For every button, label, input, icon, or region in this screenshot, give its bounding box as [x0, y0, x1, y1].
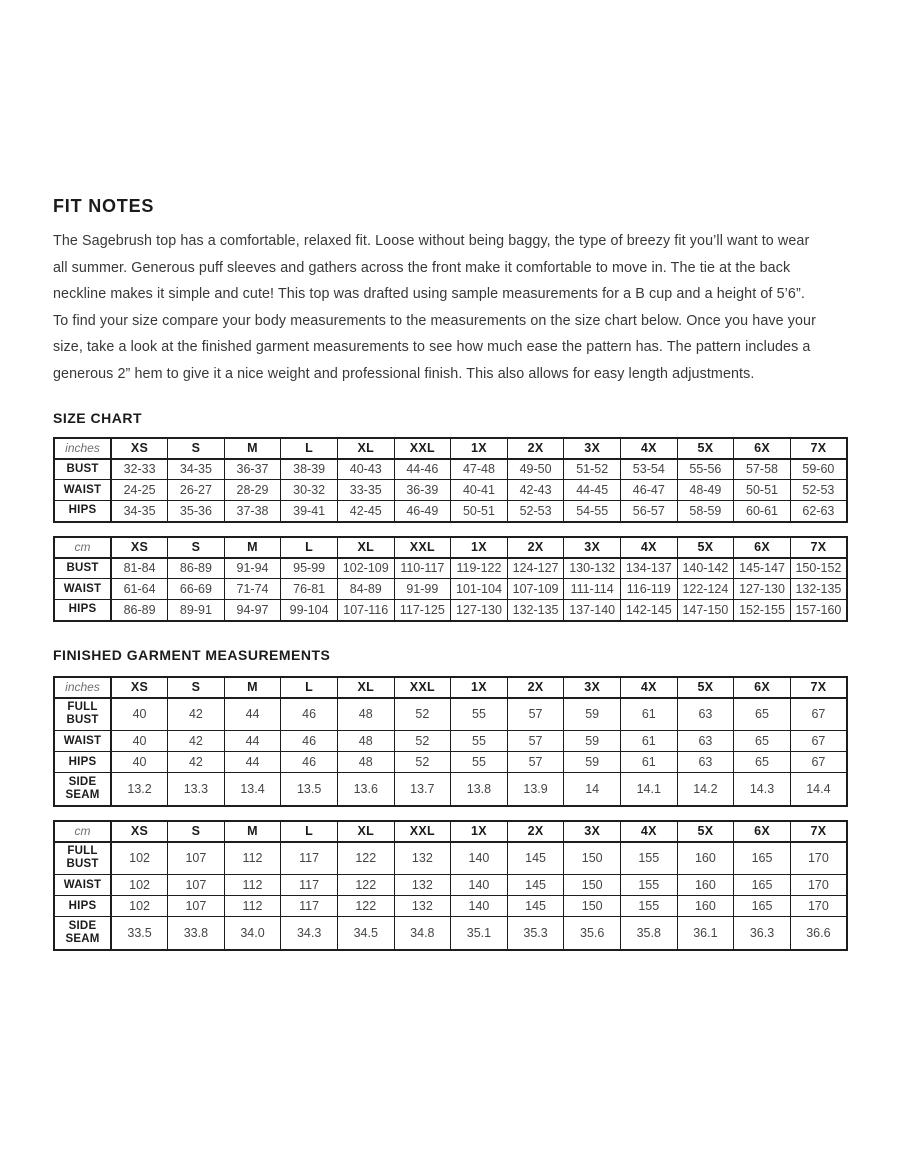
measurement-cell: 86-89: [168, 558, 225, 579]
measurement-cell: 57-58: [734, 459, 791, 480]
size-column-header: XXL: [394, 438, 451, 459]
measurement-cell: 165: [734, 896, 791, 917]
row-label: FULL BUST: [54, 842, 111, 875]
size-column-header: XS: [111, 821, 168, 842]
table-row: [54, 917, 847, 950]
measurement-cell: 140: [451, 842, 508, 875]
size-chart-inches-header-row: [54, 438, 847, 459]
measurement-cell: 132: [394, 875, 451, 896]
measurement-cell: 60-61: [734, 501, 791, 522]
measurement-cell: 33.8: [168, 917, 225, 950]
table-row: [54, 459, 847, 480]
measurement-cell: 58-59: [677, 501, 734, 522]
measurement-cell: 107: [168, 875, 225, 896]
size-column-header: 1X: [451, 537, 508, 558]
size-column-header: XS: [111, 438, 168, 459]
measurement-cell: 91-99: [394, 579, 451, 600]
measurement-cell: 13.3: [168, 773, 225, 806]
measurement-cell: 65: [734, 698, 791, 731]
measurement-cell: 13.7: [394, 773, 451, 806]
unit-label: cm: [54, 821, 111, 842]
measurement-cell: 42: [168, 752, 225, 773]
measurement-cell: 117: [281, 896, 338, 917]
row-label: HIPS: [54, 752, 111, 773]
row-label: WAIST: [54, 480, 111, 501]
measurement-cell: 40-41: [451, 480, 508, 501]
size-column-header: 1X: [451, 438, 508, 459]
size-column-header: 4X: [620, 677, 677, 698]
measurement-cell: 36-39: [394, 480, 451, 501]
measurement-cell: 44: [224, 698, 281, 731]
size-column-header: 6X: [734, 821, 791, 842]
measurement-cell: 14.4: [790, 773, 847, 806]
measurement-cell: 145-147: [734, 558, 791, 579]
measurement-cell: 102-109: [337, 558, 394, 579]
measurement-cell: 61: [620, 698, 677, 731]
finished-garment-cm-header-row: [54, 821, 847, 842]
row-label: HIPS: [54, 896, 111, 917]
measurement-cell: 81-84: [111, 558, 168, 579]
measurement-cell: 46: [281, 698, 338, 731]
measurement-cell: 76-81: [281, 579, 338, 600]
measurement-cell: 48: [337, 731, 394, 752]
table-row: [54, 501, 847, 522]
table-row: [54, 773, 847, 806]
row-label: WAIST: [54, 731, 111, 752]
paragraph-line: generous 2” hem to give it a nice weight and professional finish. This also allows for easy length adjustments.: [53, 365, 755, 382]
measurement-cell: 44: [224, 731, 281, 752]
measurement-cell: 111-114: [564, 579, 621, 600]
measurement-cell: 51-52: [564, 459, 621, 480]
measurement-cell: 42-45: [337, 501, 394, 522]
measurement-cell: 160: [677, 842, 734, 875]
measurement-cell: 62-63: [790, 501, 847, 522]
size-column-header: 1X: [451, 677, 508, 698]
size-column-header: L: [281, 438, 338, 459]
finished-garment-heading: FINISHED GARMENT MEASUREMENTS: [53, 646, 331, 663]
finished-garment-table-cm: [53, 820, 848, 951]
measurement-cell: 59: [564, 731, 621, 752]
measurement-cell: 13.4: [224, 773, 281, 806]
measurement-cell: 46-47: [620, 480, 677, 501]
size-column-header: 3X: [564, 537, 621, 558]
measurement-cell: 63: [677, 698, 734, 731]
measurement-cell: 52-53: [790, 480, 847, 501]
measurement-cell: 57: [507, 731, 564, 752]
measurement-cell: 160: [677, 875, 734, 896]
measurement-cell: 107-109: [507, 579, 564, 600]
measurement-cell: 155: [620, 875, 677, 896]
measurement-cell: 40-43: [337, 459, 394, 480]
measurement-cell: 24-25: [111, 480, 168, 501]
measurement-cell: 117-125: [394, 600, 451, 621]
measurement-cell: 40: [111, 731, 168, 752]
measurement-cell: 132: [394, 896, 451, 917]
size-column-header: M: [224, 821, 281, 842]
measurement-cell: 140: [451, 875, 508, 896]
measurement-cell: 50-51: [451, 501, 508, 522]
size-column-header: 7X: [790, 821, 847, 842]
size-column-header: XL: [337, 677, 394, 698]
measurement-cell: 42: [168, 698, 225, 731]
measurement-cell: 61: [620, 752, 677, 773]
measurement-cell: 59: [564, 752, 621, 773]
measurement-cell: 46: [281, 731, 338, 752]
row-label: HIPS: [54, 600, 111, 621]
measurement-cell: 86-89: [111, 600, 168, 621]
measurement-cell: 34.0: [224, 917, 281, 950]
measurement-cell: 150: [564, 842, 621, 875]
row-label: WAIST: [54, 875, 111, 896]
finished-garment-inches-header-row: [54, 677, 847, 698]
paragraph-line: all summer. Generous puff sleeves and gathers across the front make it comfortable to move in. The tie at the back: [53, 259, 791, 276]
table-row: [54, 698, 847, 731]
measurement-cell: 145: [507, 875, 564, 896]
size-column-header: XL: [337, 438, 394, 459]
size-column-header: 2X: [507, 537, 564, 558]
size-chart-table-inches: [53, 437, 848, 523]
measurement-cell: 170: [790, 842, 847, 875]
fit-notes-paragraph: [53, 228, 848, 388]
measurement-cell: 140-142: [677, 558, 734, 579]
size-column-header: M: [224, 537, 281, 558]
row-label: FULL BUST: [54, 698, 111, 731]
measurement-cell: 132-135: [790, 579, 847, 600]
measurement-cell: 145: [507, 896, 564, 917]
size-column-header: 7X: [790, 438, 847, 459]
measurement-cell: 91-94: [224, 558, 281, 579]
measurement-cell: 54-55: [564, 501, 621, 522]
measurement-cell: 65: [734, 731, 791, 752]
measurement-cell: 14.1: [620, 773, 677, 806]
size-column-header: S: [168, 438, 225, 459]
measurement-cell: 67: [790, 731, 847, 752]
size-column-header: 2X: [507, 821, 564, 842]
measurement-cell: 165: [734, 842, 791, 875]
size-column-header: S: [168, 821, 225, 842]
measurement-cell: 155: [620, 842, 677, 875]
measurement-cell: 130-132: [564, 558, 621, 579]
measurement-cell: 127-130: [734, 579, 791, 600]
measurement-cell: 42: [168, 731, 225, 752]
measurement-cell: 63: [677, 752, 734, 773]
measurement-cell: 44: [224, 752, 281, 773]
measurement-cell: 30-32: [281, 480, 338, 501]
row-label: WAIST: [54, 579, 111, 600]
measurement-cell: 65: [734, 752, 791, 773]
measurement-cell: 122: [337, 875, 394, 896]
size-column-header: XXL: [394, 677, 451, 698]
fit-notes-heading: FIT NOTES: [53, 196, 155, 216]
size-column-header: 4X: [620, 438, 677, 459]
measurement-cell: 94-97: [224, 600, 281, 621]
measurement-cell: 160: [677, 896, 734, 917]
measurement-cell: 44-46: [394, 459, 451, 480]
measurement-cell: 112: [224, 842, 281, 875]
unit-label: inches: [54, 438, 111, 459]
measurement-cell: 36.3: [734, 917, 791, 950]
measurement-cell: 46: [281, 752, 338, 773]
measurement-cell: 137-140: [564, 600, 621, 621]
size-chart-heading: SIZE CHART: [53, 409, 142, 426]
size-column-header: L: [281, 821, 338, 842]
measurement-cell: 63: [677, 731, 734, 752]
measurement-cell: 67: [790, 698, 847, 731]
measurement-cell: 32-33: [111, 459, 168, 480]
table-row: [54, 752, 847, 773]
measurement-cell: 150: [564, 875, 621, 896]
measurement-cell: 110-117: [394, 558, 451, 579]
measurement-cell: 127-130: [451, 600, 508, 621]
table-row: [54, 480, 847, 501]
measurement-cell: 107-116: [337, 600, 394, 621]
measurement-cell: 57: [507, 698, 564, 731]
size-column-header: 3X: [564, 677, 621, 698]
measurement-cell: 150: [564, 896, 621, 917]
measurement-cell: 34.3: [281, 917, 338, 950]
measurement-cell: 122: [337, 896, 394, 917]
size-column-header: 3X: [564, 438, 621, 459]
measurement-cell: 132: [394, 842, 451, 875]
measurement-cell: 155: [620, 896, 677, 917]
paragraph-line: To find your size compare your body measurements to the measurements on the size chart below. Once you have your: [53, 312, 816, 329]
size-column-header: 1X: [451, 821, 508, 842]
size-column-header: 4X: [620, 821, 677, 842]
measurement-cell: 53-54: [620, 459, 677, 480]
size-column-header: 6X: [734, 677, 791, 698]
size-column-header: 2X: [507, 677, 564, 698]
measurement-cell: 122: [337, 842, 394, 875]
measurement-cell: 107: [168, 896, 225, 917]
row-label: HIPS: [54, 501, 111, 522]
measurement-cell: 152-155: [734, 600, 791, 621]
measurement-cell: 50-51: [734, 480, 791, 501]
measurement-cell: 42-43: [507, 480, 564, 501]
measurement-cell: 34-35: [111, 501, 168, 522]
measurement-cell: 57: [507, 752, 564, 773]
measurement-cell: 14: [564, 773, 621, 806]
size-column-header: 5X: [677, 821, 734, 842]
size-column-header: L: [281, 537, 338, 558]
measurement-cell: 49-50: [507, 459, 564, 480]
measurement-cell: 122-124: [677, 579, 734, 600]
measurement-cell: 13.9: [507, 773, 564, 806]
measurement-cell: 33.5: [111, 917, 168, 950]
measurement-cell: 102: [111, 875, 168, 896]
size-column-header: XS: [111, 677, 168, 698]
finished-garment-table-inches: [53, 676, 848, 807]
unit-label: inches: [54, 677, 111, 698]
measurement-cell: 117: [281, 875, 338, 896]
size-column-header: 5X: [677, 677, 734, 698]
measurement-cell: 117: [281, 842, 338, 875]
measurement-cell: 66-69: [168, 579, 225, 600]
measurement-cell: 34-35: [168, 459, 225, 480]
measurement-cell: 35.8: [620, 917, 677, 950]
paragraph-line: The Sagebrush top has a comfortable, relaxed fit. Loose without being baggy, the type of breezy fit you’ll want to wear: [53, 233, 810, 249]
measurement-cell: 55-56: [677, 459, 734, 480]
size-chart-cm-header-row: [54, 537, 847, 558]
table-row: [54, 896, 847, 917]
measurement-cell: 52: [394, 752, 451, 773]
size-column-header: L: [281, 677, 338, 698]
measurement-cell: 35.1: [451, 917, 508, 950]
measurement-cell: 34.8: [394, 917, 451, 950]
size-column-header: 4X: [620, 537, 677, 558]
measurement-cell: 14.2: [677, 773, 734, 806]
measurement-cell: 61-64: [111, 579, 168, 600]
measurement-cell: 55: [451, 731, 508, 752]
size-column-header: M: [224, 677, 281, 698]
measurement-cell: 102: [111, 896, 168, 917]
measurement-cell: 142-145: [620, 600, 677, 621]
size-column-header: 2X: [507, 438, 564, 459]
measurement-cell: 116-119: [620, 579, 677, 600]
measurement-cell: 44-45: [564, 480, 621, 501]
measurement-cell: 13.8: [451, 773, 508, 806]
measurement-cell: 13.6: [337, 773, 394, 806]
measurement-cell: 13.2: [111, 773, 168, 806]
measurement-cell: 140: [451, 896, 508, 917]
measurement-cell: 14.3: [734, 773, 791, 806]
table-row: [54, 600, 847, 621]
size-chart-table-cm: [53, 536, 848, 622]
size-column-header: 6X: [734, 438, 791, 459]
measurement-cell: 38-39: [281, 459, 338, 480]
measurement-cell: 150-152: [790, 558, 847, 579]
row-label: BUST: [54, 558, 111, 579]
measurement-cell: 59-60: [790, 459, 847, 480]
table-row: [54, 875, 847, 896]
measurement-cell: 46-49: [394, 501, 451, 522]
measurement-cell: 39-41: [281, 501, 338, 522]
measurement-cell: 35-36: [168, 501, 225, 522]
measurement-cell: 67: [790, 752, 847, 773]
size-column-header: S: [168, 537, 225, 558]
measurement-cell: 55: [451, 752, 508, 773]
measurement-cell: 28-29: [224, 480, 281, 501]
size-column-header: S: [168, 677, 225, 698]
measurement-cell: 95-99: [281, 558, 338, 579]
size-column-header: 7X: [790, 677, 847, 698]
measurement-cell: 107: [168, 842, 225, 875]
measurement-cell: 134-137: [620, 558, 677, 579]
measurement-cell: 35.6: [564, 917, 621, 950]
table-row: [54, 558, 847, 579]
measurement-cell: 52: [394, 698, 451, 731]
size-column-header: XL: [337, 537, 394, 558]
measurement-cell: 145: [507, 842, 564, 875]
size-column-header: 5X: [677, 438, 734, 459]
measurement-cell: 71-74: [224, 579, 281, 600]
table-row: [54, 731, 847, 752]
measurement-cell: 13.5: [281, 773, 338, 806]
size-column-header: XXL: [394, 821, 451, 842]
measurement-cell: 101-104: [451, 579, 508, 600]
measurement-cell: 102: [111, 842, 168, 875]
measurement-cell: 34.5: [337, 917, 394, 950]
measurement-cell: 48: [337, 698, 394, 731]
measurement-cell: 61: [620, 731, 677, 752]
measurement-cell: 119-122: [451, 558, 508, 579]
size-column-header: XL: [337, 821, 394, 842]
size-column-header: 7X: [790, 537, 847, 558]
measurement-cell: 147-150: [677, 600, 734, 621]
measurement-cell: 35.3: [507, 917, 564, 950]
measurement-cell: 48-49: [677, 480, 734, 501]
paragraph-line: size, take a look at the finished garment measurements to see how much ease the pattern has. The pattern includes a: [53, 339, 811, 356]
size-column-header: XXL: [394, 537, 451, 558]
measurement-cell: 124-127: [507, 558, 564, 579]
row-label: BUST: [54, 459, 111, 480]
measurement-cell: 52: [394, 731, 451, 752]
measurement-cell: 26-27: [168, 480, 225, 501]
size-column-header: 5X: [677, 537, 734, 558]
measurement-cell: 84-89: [337, 579, 394, 600]
measurement-cell: 48: [337, 752, 394, 773]
measurement-cell: 157-160: [790, 600, 847, 621]
paragraph-line: neckline makes it simple and cute! This top was drafted using sample measurements for a B cup and a height of 5’6”.: [53, 286, 805, 303]
measurement-cell: 170: [790, 875, 847, 896]
measurement-cell: 40: [111, 698, 168, 731]
measurement-cell: 132-135: [507, 600, 564, 621]
measurement-cell: 112: [224, 896, 281, 917]
measurement-cell: 36.6: [790, 917, 847, 950]
measurement-cell: 36-37: [224, 459, 281, 480]
unit-label: cm: [54, 537, 111, 558]
measurement-cell: 55: [451, 698, 508, 731]
measurement-cell: 56-57: [620, 501, 677, 522]
row-label: SIDE SEAM: [54, 917, 111, 950]
measurement-cell: 33-35: [337, 480, 394, 501]
measurement-cell: 99-104: [281, 600, 338, 621]
measurement-cell: 37-38: [224, 501, 281, 522]
measurement-cell: 165: [734, 875, 791, 896]
measurement-cell: 40: [111, 752, 168, 773]
row-label: SIDE SEAM: [54, 773, 111, 806]
table-row: [54, 579, 847, 600]
measurement-cell: 112: [224, 875, 281, 896]
measurement-cell: 47-48: [451, 459, 508, 480]
measurement-cell: 36.1: [677, 917, 734, 950]
measurement-cell: 52-53: [507, 501, 564, 522]
size-column-header: 6X: [734, 537, 791, 558]
measurement-cell: 89-91: [168, 600, 225, 621]
measurement-cell: 170: [790, 896, 847, 917]
size-column-header: 3X: [564, 821, 621, 842]
table-row: [54, 842, 847, 875]
size-column-header: M: [224, 438, 281, 459]
measurement-cell: 59: [564, 698, 621, 731]
size-column-header: XS: [111, 537, 168, 558]
